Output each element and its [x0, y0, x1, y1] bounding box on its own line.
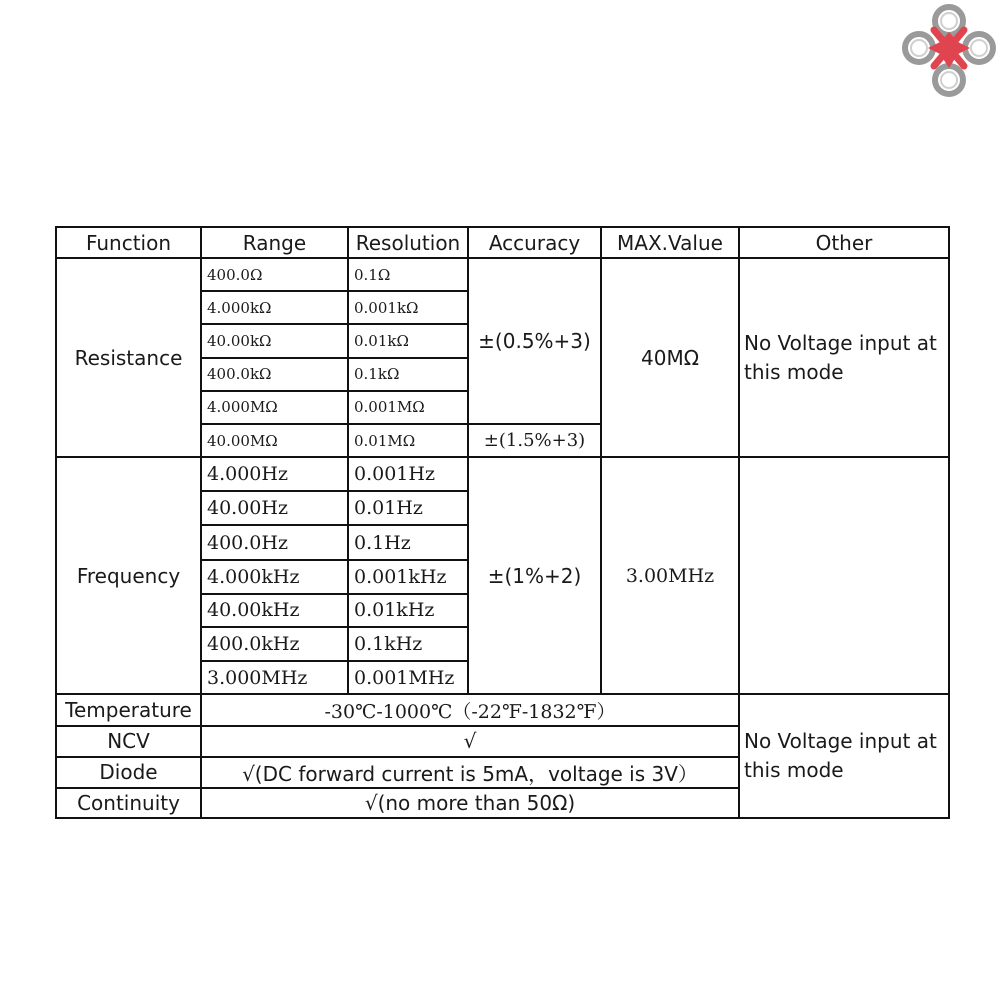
header-range: Range	[201, 227, 348, 258]
max-value-resistance: 40MΩ	[601, 258, 739, 457]
table-row	[56, 694, 949, 726]
range-cell: 4.000kΩ	[201, 291, 348, 324]
spec-table	[55, 226, 950, 819]
range-cell: 40.00kHz	[201, 594, 348, 627]
header-row	[56, 227, 949, 258]
range-cell: 4.000Hz	[201, 457, 348, 491]
range-cell: 40.00MΩ	[201, 424, 348, 457]
resolution-cell: 0.001MΩ	[348, 391, 468, 424]
accuracy-frequency: ±(1%+2)	[468, 457, 601, 694]
resolution-cell: 0.1kHz	[348, 627, 468, 661]
function-continuity: Continuity	[56, 788, 201, 818]
diode-value: √(DC forward current is 5mA，voltage is 3V）	[201, 757, 739, 788]
resolution-cell: 0.001Hz	[348, 457, 468, 491]
range-cell: 400.0kΩ	[201, 358, 348, 391]
table-row	[56, 258, 949, 291]
function-temperature: Temperature	[56, 694, 201, 726]
range-cell: 4.000MΩ	[201, 391, 348, 424]
resolution-cell: 0.001MHz	[348, 661, 468, 694]
resolution-cell: 0.1Hz	[348, 525, 468, 559]
other-frequency	[739, 457, 949, 694]
resolution-cell: 0.001kHz	[348, 560, 468, 594]
header-function: Function	[56, 227, 201, 258]
resolution-cell: 0.01Hz	[348, 491, 468, 525]
header-max-value: MAX.Value	[601, 227, 739, 258]
range-cell: 400.0Ω	[201, 258, 348, 291]
header-resolution: Resolution	[348, 227, 468, 258]
range-cell: 40.00kΩ	[201, 324, 348, 357]
header-other: Other	[739, 227, 949, 258]
resolution-cell: 0.001kΩ	[348, 291, 468, 324]
resolution-cell: 0.01MΩ	[348, 424, 468, 457]
ncv-value: √	[201, 726, 739, 756]
range-cell: 3.000MHz	[201, 661, 348, 694]
resolution-cell: 0.1Ω	[348, 258, 468, 291]
range-cell: 400.0Hz	[201, 525, 348, 559]
range-cell: 400.0kHz	[201, 627, 348, 661]
other-resistance: No Voltage input at this mode	[739, 258, 949, 457]
continuity-value: √(no more than 50Ω)	[201, 788, 739, 818]
resolution-cell: 0.1kΩ	[348, 358, 468, 391]
accuracy-resistance: ±(0.5%+3)	[468, 258, 601, 424]
function-ncv: NCV	[56, 726, 201, 756]
function-frequency: Frequency	[56, 457, 201, 694]
header-accuracy: Accuracy	[468, 227, 601, 258]
accuracy-resistance-last: ±(1.5%+3)	[468, 424, 601, 457]
drone-logo-icon	[898, 2, 1000, 100]
function-diode: Diode	[56, 757, 201, 788]
resolution-cell: 0.01kΩ	[348, 324, 468, 357]
table-row	[56, 457, 949, 491]
function-resistance: Resistance	[56, 258, 201, 457]
resolution-cell: 0.01kHz	[348, 594, 468, 627]
max-value-frequency: 3.00MHz	[601, 457, 739, 694]
temperature-range: -30℃-1000℃（-22℉-1832℉）	[201, 694, 739, 726]
other-misc: No Voltage input at this mode	[739, 694, 949, 818]
range-cell: 40.00Hz	[201, 491, 348, 525]
range-cell: 4.000kHz	[201, 560, 348, 594]
